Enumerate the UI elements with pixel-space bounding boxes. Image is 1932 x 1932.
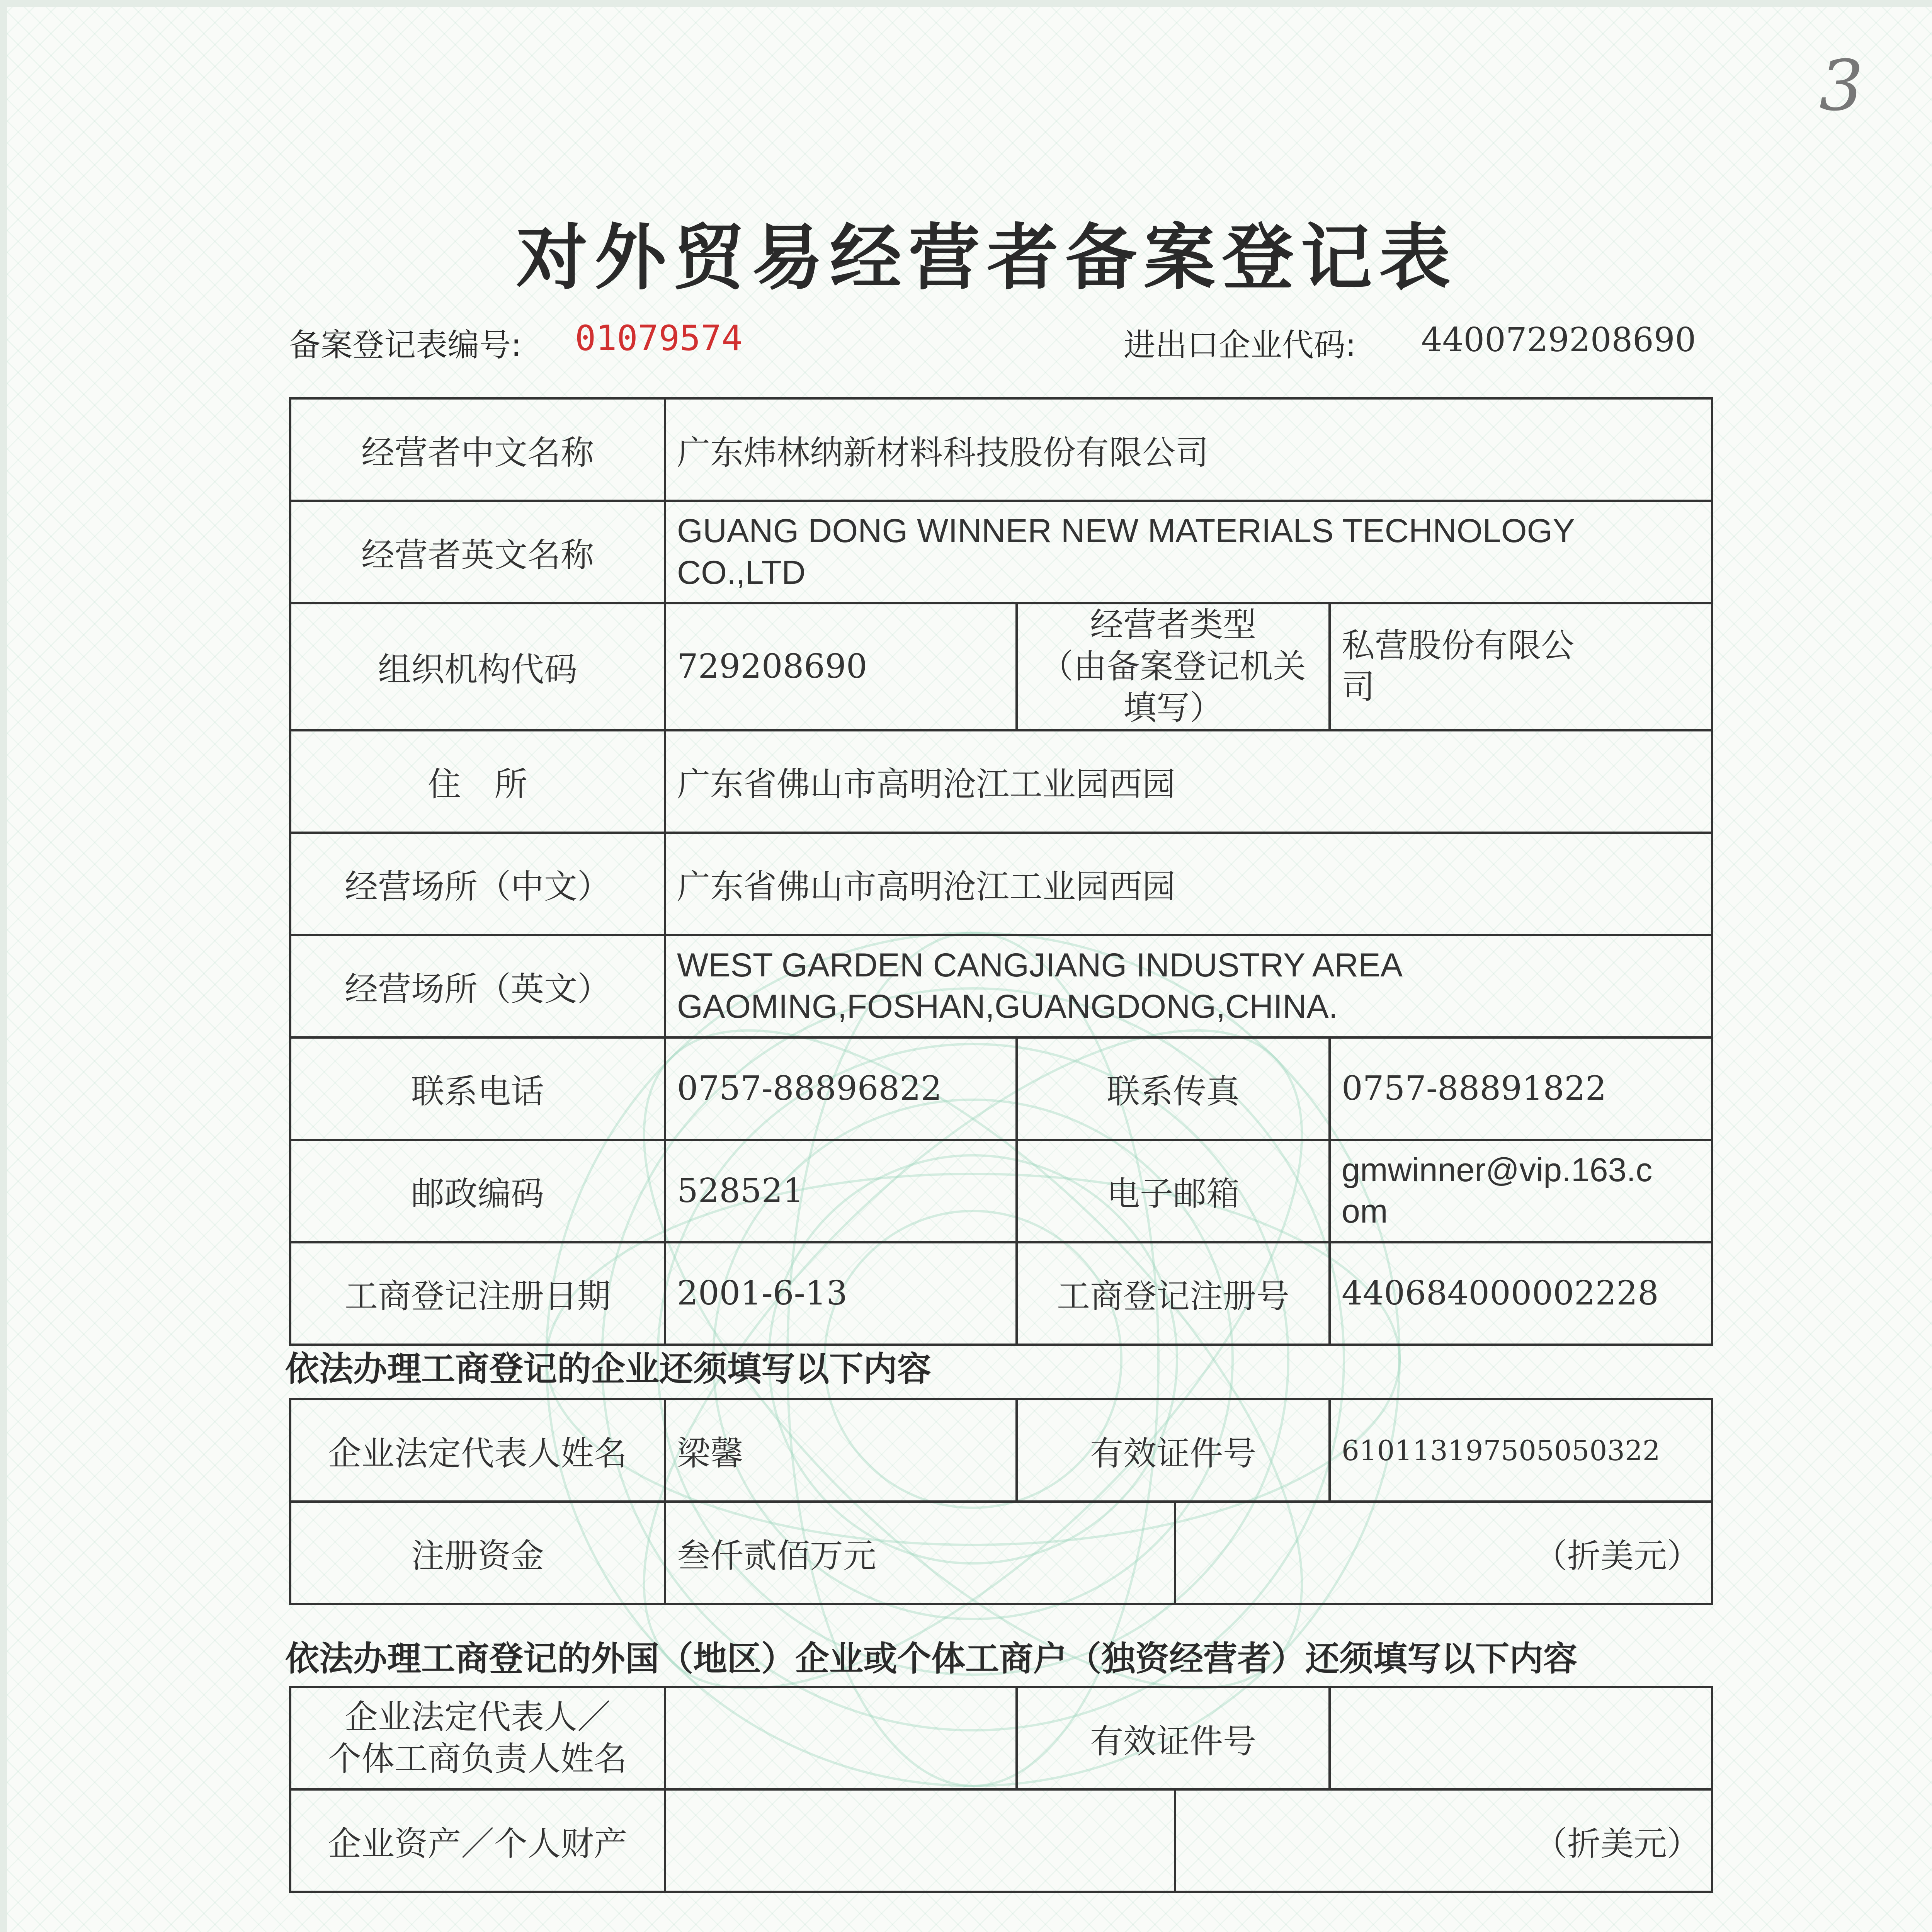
table-row: [290, 1242, 1712, 1345]
en-name-label: 经营者英文名称: [290, 501, 665, 603]
reg-no-label: 工商登记注册号: [1017, 1242, 1330, 1345]
table-row: [290, 935, 1712, 1037]
email-line1: gmwinner@vip.163.c: [1342, 1151, 1653, 1189]
id-value: [1330, 1687, 1712, 1789]
place-cn-label: 经营场所（中文）: [290, 833, 665, 935]
section2-table: [289, 1686, 1713, 1893]
record-no-label: 备案登记表编号:: [289, 327, 522, 364]
table-row: [290, 1140, 1712, 1242]
rep-label-line2: 个体工商负责人姓名: [328, 1739, 627, 1778]
type-value-line2: 司: [1342, 668, 1375, 707]
email-line2: om: [1342, 1193, 1388, 1230]
address-label: 住 所: [290, 730, 665, 833]
type-value: [1330, 603, 1712, 730]
capital-usd: （折美元）: [1175, 1502, 1712, 1604]
main-table: [289, 397, 1713, 1346]
table-row: [290, 1037, 1712, 1140]
table-row: [290, 1502, 1712, 1604]
table-row: [290, 603, 1712, 730]
email-label: 电子邮箱: [1017, 1140, 1330, 1242]
import-export-code: 4400729208690: [1421, 321, 1696, 359]
type-label-line2: （由备案登记机关填写）: [1040, 647, 1306, 727]
postcode-label: 邮政编码: [290, 1140, 665, 1242]
section1-heading: 依法办理工商登记的企业还须填写以下内容: [285, 1349, 932, 1389]
table-row: [290, 730, 1712, 833]
fax-value: 0757-88891822: [1330, 1037, 1712, 1140]
id-label: 有效证件号: [1017, 1687, 1330, 1789]
place-cn-value: 广东省佛山市高明沧江工业园西园: [665, 833, 1712, 935]
en-name-value: [665, 501, 1712, 603]
address-value: 广东省佛山市高明沧江工业园西园: [665, 730, 1712, 833]
page-title: 对外贸易经营者备案登记表: [516, 216, 1458, 299]
cn-name-label: 经营者中文名称: [290, 398, 665, 501]
table-row: [290, 398, 1712, 501]
section1-table: [289, 1398, 1713, 1605]
type-label-line1: 经营者类型: [1090, 605, 1256, 644]
fax-label: 联系传真: [1017, 1037, 1330, 1140]
phone-label: 联系电话: [290, 1037, 665, 1140]
place-en-line2: GAOMING,FOSHAN,GUANGDONG,CHINA.: [677, 988, 1338, 1025]
table-row: [290, 1789, 1712, 1892]
rep-label-line1: 企业法定代表人／: [345, 1698, 611, 1736]
page-mark: 3: [1819, 46, 1864, 126]
import-export-code-label: 进出口企业代码:: [1124, 327, 1356, 364]
assets-label: 企业资产／个人财产: [290, 1789, 665, 1892]
place-en-line1: WEST GARDEN CANGJIANG INDUSTRY AREA: [677, 946, 1403, 984]
record-no: 01079574: [575, 318, 743, 359]
place-en-value: [665, 935, 1712, 1037]
type-value-line1: 私营股份有限公: [1342, 626, 1574, 665]
reg-date-label: 工商登记注册日期: [290, 1242, 665, 1345]
org-code-value: 729208690: [665, 603, 1017, 730]
reg-date-value: 2001-6-13: [665, 1242, 1017, 1345]
section2-heading: 依法办理工商登记的外国（地区）企业或个体工商户（独资经营者）还须填写以下内容: [285, 1639, 1578, 1679]
rep-value: [665, 1687, 1017, 1789]
postcode-value: 528521: [665, 1140, 1017, 1242]
table-row: [290, 1687, 1712, 1789]
email-value: [1330, 1140, 1712, 1242]
reg-no-value: 440684000002228: [1330, 1242, 1712, 1345]
table-row: [290, 1399, 1712, 1502]
type-label: [1017, 603, 1330, 730]
legal-rep-value: 梁馨: [665, 1399, 1017, 1502]
assets-usd: （折美元）: [1175, 1789, 1712, 1892]
id-value: 610113197505050322: [1330, 1399, 1712, 1502]
rep-label: [290, 1687, 665, 1789]
assets-value: [665, 1789, 1175, 1892]
table-row: [290, 833, 1712, 935]
cn-name-value: 广东炜林纳新材料科技股份有限公司: [665, 398, 1712, 501]
legal-rep-label: 企业法定代表人姓名: [290, 1399, 665, 1502]
en-name-line1: GUANG DONG WINNER NEW MATERIALS TECHNOLOGY: [677, 512, 1575, 549]
id-label: 有效证件号: [1017, 1399, 1330, 1502]
capital-value: 叁仟贰佰万元: [665, 1502, 1175, 1604]
place-en-label: 经营场所（英文）: [290, 935, 665, 1037]
en-name-line2: CO.,LTD: [677, 554, 806, 591]
capital-label: 注册资金: [290, 1502, 665, 1604]
phone-value: 0757-88896822: [665, 1037, 1017, 1140]
table-row: [290, 501, 1712, 603]
org-code-label: 组织机构代码: [290, 603, 665, 730]
